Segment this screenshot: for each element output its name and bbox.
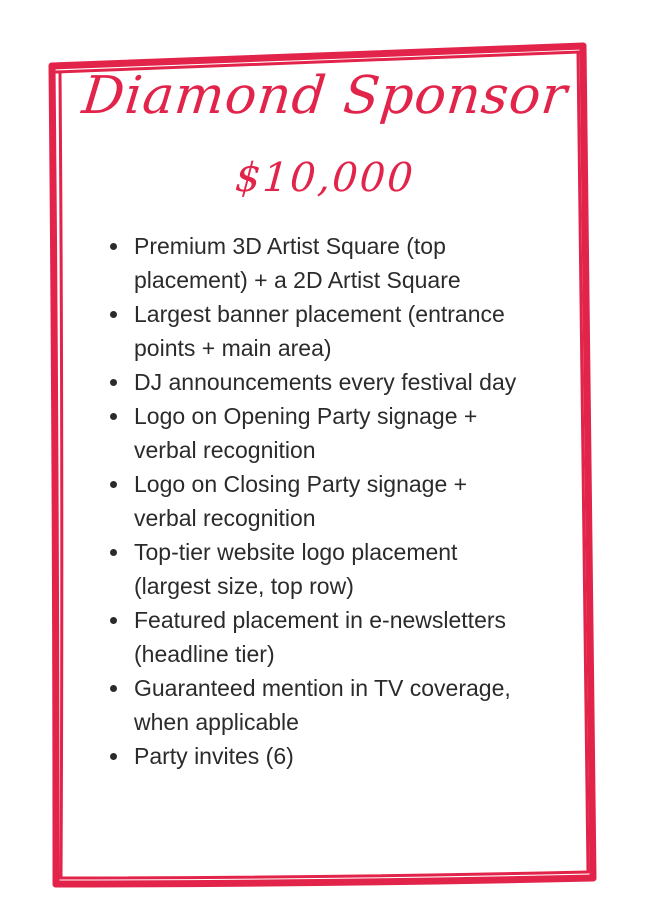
benefit-item bbox=[106, 603, 576, 671]
benefit-text: Largest banner placement (entrance points + main area) bbox=[134, 301, 505, 361]
benefit-item bbox=[106, 535, 576, 603]
benefits-list bbox=[106, 229, 576, 773]
bullet-icon bbox=[110, 617, 117, 624]
bullet-icon bbox=[110, 549, 117, 556]
benefit-item bbox=[106, 739, 576, 773]
benefit-text: Logo on Opening Party signage + verbal recognition bbox=[134, 403, 478, 463]
bullet-icon bbox=[110, 243, 117, 250]
bullet-icon bbox=[110, 379, 117, 386]
benefit-text: Premium 3D Artist Square (top placement) + a 2D Artist Square bbox=[134, 233, 461, 293]
benefit-item bbox=[106, 229, 576, 297]
benefit-item bbox=[106, 297, 576, 365]
benefit-item bbox=[106, 671, 576, 739]
benefit-text: Top-tier website logo placement (largest size, top row) bbox=[134, 539, 458, 599]
bullet-icon bbox=[110, 311, 117, 318]
sponsor-tier-price: $10,000 bbox=[233, 155, 417, 201]
bullet-icon bbox=[110, 481, 117, 488]
benefit-item bbox=[106, 365, 576, 399]
sponsor-tier-title: Diamond Sponsor bbox=[79, 66, 571, 126]
bullet-icon bbox=[110, 685, 117, 692]
benefit-text: Party invites (6) bbox=[134, 743, 294, 769]
bullet-icon bbox=[110, 413, 117, 420]
benefit-text: Logo on Closing Party signage + verbal recognition bbox=[134, 471, 468, 531]
bullet-icon bbox=[110, 753, 117, 760]
benefit-text: Guaranteed mention in TV coverage, when applicable bbox=[134, 675, 511, 735]
benefit-text: DJ announcements every festival day bbox=[134, 369, 517, 395]
benefit-item bbox=[106, 467, 576, 535]
benefit-text: Featured placement in e-newsletters (headline tier) bbox=[134, 607, 507, 667]
benefit-item bbox=[106, 399, 576, 467]
